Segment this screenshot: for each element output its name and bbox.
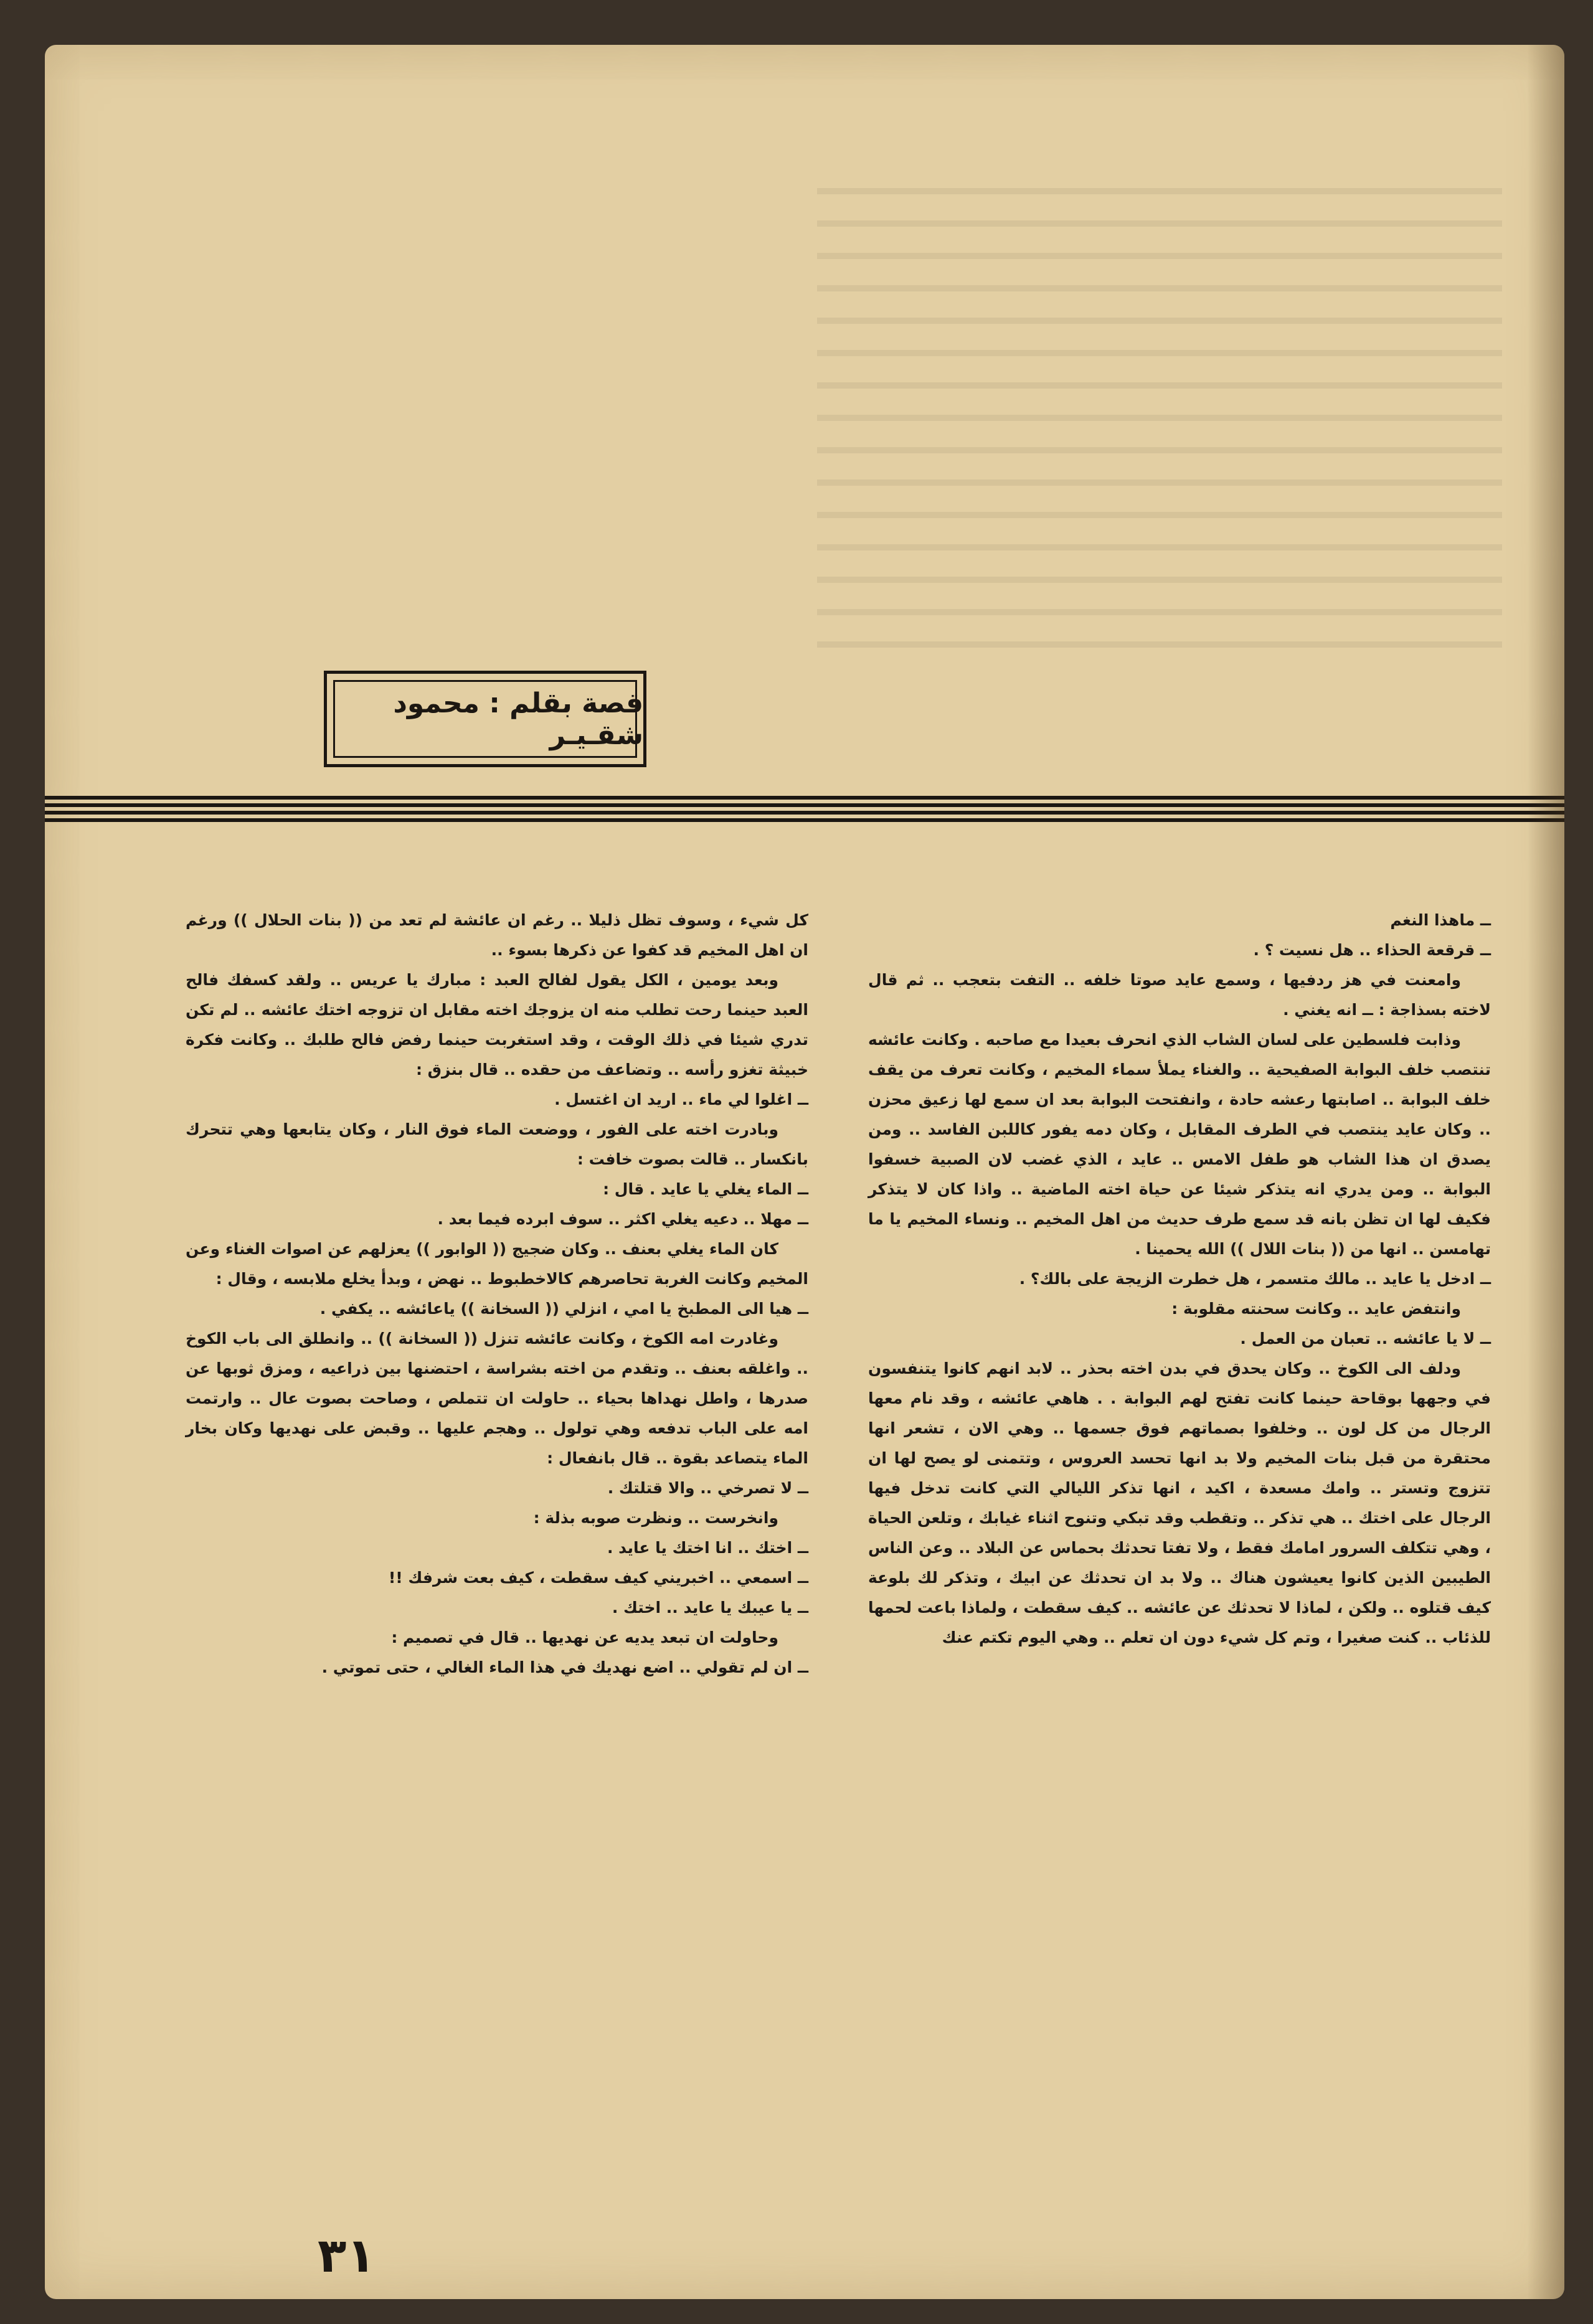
show-through-text xyxy=(817,188,1502,661)
paragraph: ــ الماء يغلي يا عايد . قال : xyxy=(603,1180,808,1198)
paragraph: وانخرست .. ونظرت صوبه بذلة : xyxy=(533,1509,778,1527)
paragraph: وبعد يومين ، الكل يقول لفالح العبد : مبارك يا عريس .. ولقد كسفك فالح العبد حينما رحت تطلب منه ان يزوجك اخته مقابل ان تزوجه اختك عائشه .. لم تكن تدري شيئا في ذلك الوقت ، وقد استغربت حينما رفض فالح طلبك .. وكانت فكرة خبيثة تغزو رأسه .. وتضاعف من حقده .. قال بنزق : xyxy=(186,971,808,1079)
paragraph: ــ مهلا .. دعيه يغلي اكثر .. سوف ابرده فيما بعد . xyxy=(437,1210,808,1228)
text-column-right xyxy=(868,905,1491,1653)
paragraph: ــ هيا الى المطبخ يا امي ، انزلي (( السخانة )) ياعائشه .. يكفي . xyxy=(319,1300,808,1318)
paragraph: ــ ان لم تقولي .. اضع نهديك في هذا الماء الغالي ، حتى تموتي . xyxy=(321,1658,808,1676)
paragraph: ــ لا يا عائشه .. تعبان من العمل . xyxy=(1240,1330,1491,1348)
paragraph: ــ اغلوا لي ماء .. اريد ان اغتسل . xyxy=(554,1090,808,1108)
header-rule-right xyxy=(806,796,1564,826)
story-title-box xyxy=(324,671,646,767)
header-rule-left xyxy=(45,796,810,826)
story-title: قصة بقلم : محمود شقـيـر xyxy=(393,687,643,751)
paragraph: ــ يا عيبك يا عايد .. اختك . xyxy=(612,1599,808,1617)
paragraph: وذابت فلسطين على لسان الشاب الذي انحرف بعيدا مع صاحبه . وكانت عائشه تنتصب خلف البوابة الصفيحية .. والغناء يملأ سماء المخيم ، وكانت تعرف من يقف خلف البوابة .. اصابتها رعشه حادة ، وانفتحت البوابة بعد ان سمع لها زعيق محزن .. وكان عايد ينتصب في الطرف المقابل ، وكان دمه يفور كاللبن الفاسد .. ومن يصدق ان هذا الشاب هو طفل الامس .. عايد ، الذي غضب لان الصبية خسفوا البوابة .. ومن يدري انه يتذكر شيئا عن حياة اخته الماضية .. واذا كان لا يتذكر فكيف لها ان تظن بانه قد سمع طرف حديث من اهل المخيم .. ونساء المخيم يا ما تهامسن .. انها من (( بنات اللال )) الله يحمينا . xyxy=(868,1031,1491,1258)
paragraph: وانتفض عايد .. وكانت سحنته مقلوبة : xyxy=(1171,1300,1461,1318)
paragraph: ــ ماهذا النغم xyxy=(1390,911,1491,929)
text-column-left xyxy=(186,905,808,1683)
paragraph: ودلف الى الكوخ .. وكان يحدق في بدن اخته بحذر .. لابد انهم كانوا يتنفسون في وجهها بوقاحة حينما كانت تفتح لهم البوابة . . هاهي عائشه ، وقد نام معها الرجال من كل لون .. وخلفوا بصماتهم فوق جسمها .. وهي الان ، تشعر انها محتقرة من قبل بنات المخيم ولا بد انها تحسد العروس ، وتتمنى لو يصح لها ان تتزوج وتستر .. وامك مسعدة ، اكيد ، انها تذكر الليالي التي كانت تدخل فيها الرجال على اختك .. هي تذكر .. وتقطب وقد تبكي وتنوح اثناء غيابك ، وتلعن الحياة ، وهي تتكلف السرور امامك فقط ، ولا تفتا تحدثك بحماس عن البلاد .. وعن الناس الطيبين الذين كانوا يعيشون هناك .. ولا بد ان تحدثك عن ابيك ، وتذكر لك بلوعة كيف قتلوه .. ولكن ، لماذا لا تحدثك عن عائشه .. كيف سقطت ، ولماذا باعت لحمها للذئاب .. كنت صغيرا ، وتم كل شيء دون ان تعلم .. وهي اليوم تكتم عنك xyxy=(868,1359,1491,1646)
paragraph: كان الماء يغلي بعنف .. وكان ضجيج (( الوابور )) يعزلهم عن اصوات الغناء وعن المخيم وكانت الغربة تحاصرهم كالاخطبوط .. نهض ، وبدأ يخلع ملابسه ، وقال : xyxy=(186,1240,808,1288)
paragraph: ــ قرقعة الحذاء .. هل نسيت ؟ . xyxy=(1253,941,1491,959)
paragraph: ــ لا تصرخي .. والا قتلتك . xyxy=(607,1479,808,1497)
paragraph: وبادرت اخته على الفور ، ووضعت الماء فوق النار ، وكان يتابعها وهي تتحرك بانكسار .. قالت بصوت خافت : xyxy=(186,1120,808,1168)
paragraph: وحاولت ان تبعد يديه عن نهديها .. قال في تصميم : xyxy=(391,1628,778,1646)
paragraph: ــ اختك .. انا اختك يا عايد . xyxy=(607,1539,808,1557)
paragraph: وغادرت امه الكوخ ، وكانت عائشه تنزل (( السخانة )) .. وانطلق الى باب الكوخ .. واغلقه بعنف .. وتقدم من اخته بشراسة ، احتضنها بين ذراعيه ، ومزق ثوبها عن صدرها ، واطل نهداها بحياء .. حاولت ان تتملص ، وصاحت بصوت عال .. وارتمت امه على الباب تدفعه وهي تولول .. وهجم عليها .. وقبض على نهديها وكان بخار الماء يتصاعد بقوة .. قال بانفعال : xyxy=(186,1330,808,1467)
paragraph: ــ ادخل يا عايد .. مالك متسمر ، هل خطرت الزيجة على بالك؟ . xyxy=(1019,1270,1491,1288)
magazine-page xyxy=(45,45,1564,2299)
paragraph: ــ اسمعي .. اخبريني كيف سقطت ، كيف بعت شرفك !! xyxy=(388,1569,808,1587)
paragraph: كل شيء ، وسوف تظل ذليلا .. رغم ان عائشة لم تعد من (( بنات الحلال )) ورغم ان اهل المخيم قد كفوا عن ذكرها بسوء .. xyxy=(186,911,808,959)
page-number: ٣١ xyxy=(318,2227,376,2283)
paragraph: وامعنت في هز ردفيها ، وسمع عايد صوتا خلفه .. التفت بتعجب .. ثم قال لاخته بسذاجة : ــ انه يغني . xyxy=(868,971,1491,1019)
